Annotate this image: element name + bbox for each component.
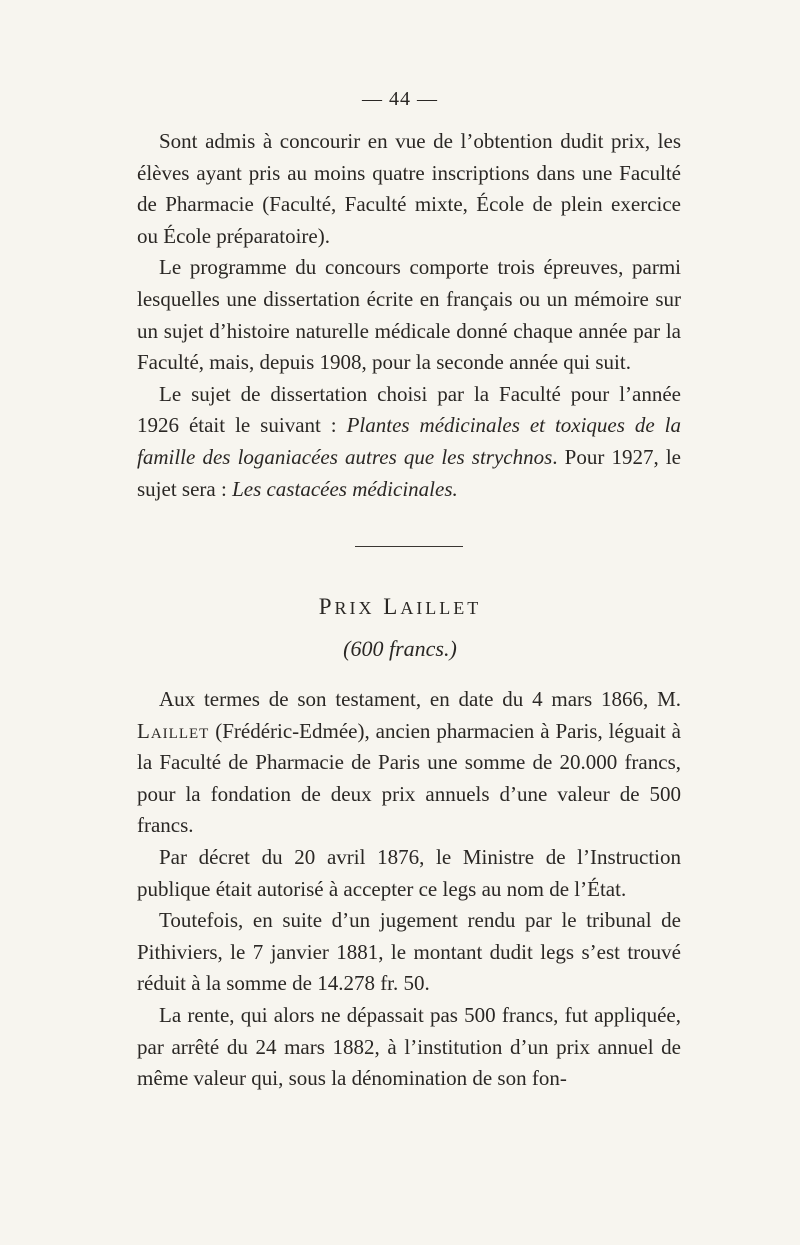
testator-name: Laillet (137, 718, 210, 743)
section-separator-rule (355, 546, 463, 547)
heading-initial-l: L (383, 594, 401, 619)
paragraph-testament (137, 684, 681, 842)
body-text-upper (137, 126, 681, 505)
paragraph-decree: Par décret du 20 avril 1876, le Ministre de l’Instruction publique était autorisé à accepter ce legs au nom de l’État. (137, 844, 681, 901)
subject-1927-intro: . Pour 1927, le sujet sera : (137, 444, 682, 501)
section-subheading-amount: (600 francs.) (343, 636, 457, 661)
heading-initial-p: P (318, 594, 335, 619)
heading-rest-aillet: AILLET (400, 598, 482, 618)
paragraph-admission: Sont admis à concourir en vue de l’obtention dudit prix, les élèves ayant pris au moins quatre inscriptions dans une Faculté de Pharmacie (Faculté, Faculté mixte, École de plein exercice ou École préparatoire). (137, 129, 681, 248)
subject-intro-text: Le sujet de dissertation choisi par la Faculté pour l’année 1926 était le suivant : (137, 381, 681, 438)
section-heading-prix-laillet (0, 594, 800, 620)
testament-text-b: (Frédéric-Edmée), ancien pharmacien à Paris, léguait à la Faculté de Pharmacie de Paris une somme de 20.000 francs, pour la fondation de deux prix annuels d’une valeur de 500 francs. (137, 718, 681, 838)
subject-1926-title: Plantes médicinales et toxiques de la famille des loganiacées autres que les strychnos (137, 413, 682, 469)
paragraph-rente: La rente, qui alors ne dépassait pas 500 francs, fut appliquée, par arrêté du 24 mars 1882, à l’institution d’un prix annuel de même valeur qui, sous la dénomination de son fon- (137, 1002, 681, 1091)
paragraph-programme: Le programme du concours comporte trois épreuves, parmi lesquelles une dissertation écrite en français ou un mémoire sur un sujet d’histoire naturelle médicale donné chaque année par la Faculté, mais, depuis 1908, pour la seconde année qui suit. (137, 255, 681, 375)
testament-text-a: Aux termes de son testament, en date du 4 mars 1866, M. (159, 687, 681, 711)
paragraph-judgment: Toutefois, en suite d’un jugement rendu par le tribunal de Pithiviers, le 7 janvier 1881, le montant dudit legs s’est trouvé réduit à la somme de 14.278 fr. 50. (137, 908, 681, 996)
page-number: — 44 — (362, 88, 438, 110)
heading-rest-rix: RIX (334, 598, 375, 618)
body-text-lower (137, 684, 681, 1095)
paragraph-subject (137, 379, 681, 505)
subject-1927-title: Les castacées médicinales. (232, 476, 458, 501)
